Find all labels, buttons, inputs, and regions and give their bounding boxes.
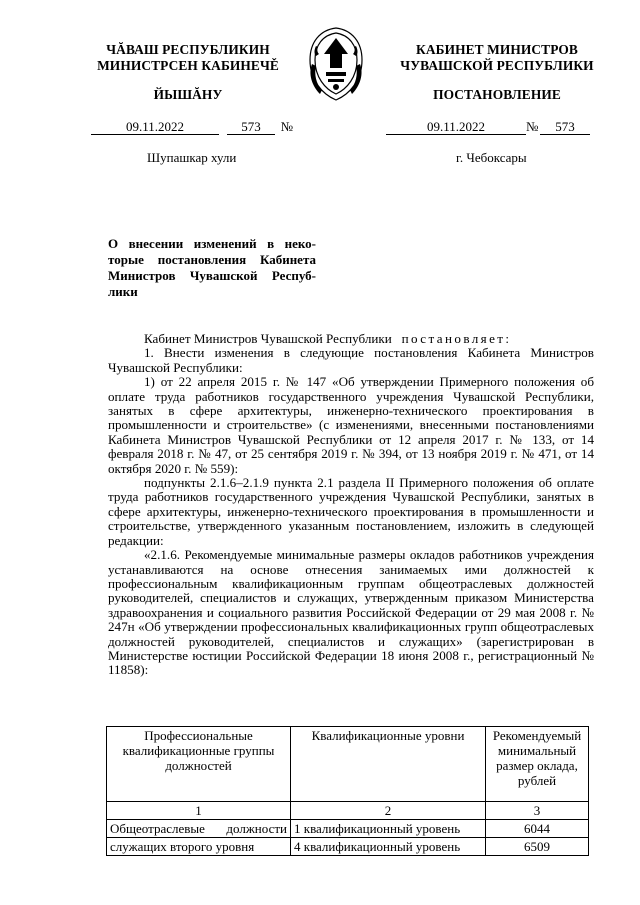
body-paragraph-1: 1. Внести изменения в следующие постановления Кабинета Министров Чувашской Республики: [108, 345, 594, 375]
table-level-cell: 4 квалификационный уровень [291, 838, 486, 856]
right-date: 09.11.2022 [386, 119, 526, 135]
table-header-cell: Профессиональные квалификационные группы должностей [107, 727, 291, 802]
left-city: Шупашкар хули [147, 150, 237, 165]
left-number-sign: № [280, 119, 293, 134]
table-header-row [107, 727, 589, 802]
table-header-cell: Рекомендуемый минимальный размер оклада, рублей [486, 727, 589, 802]
right-city: г. Чебоксары [456, 150, 527, 165]
preamble-text: Кабинет Министров Чувашской Республики [144, 331, 392, 346]
table-group-cell-line1: Общеотраслевые должности [107, 820, 291, 838]
table-level-cell: 1 квалификационный уровень [291, 820, 486, 838]
subject-line4: лики [108, 284, 138, 299]
subject-line3: Министров Чувашской Респуб- [108, 268, 316, 283]
table-salary-cell: 6044 [486, 820, 589, 838]
left-date: 09.11.2022 [91, 119, 219, 135]
preamble-decree-word: постановляет: [401, 331, 512, 346]
right-org-line1: КАБИНЕТ МИНИСТРОВ [416, 42, 578, 57]
left-number: 573 [227, 119, 275, 135]
salary-table [106, 726, 589, 856]
coat-of-arms-emblem [302, 24, 370, 104]
body-paragraph-2: 1) от 22 апреля 2015 г. № 147 «Об утверждении Примерного положения об оплате труда работников государственного учреждения Чувашской Республики, занятых в сфере архитектуры, инженерно-технического проектирования в промышленности и строительстве» (с изменениями, внесенными постановлениями Кабинета Министров Чувашской Республики от 12 апреля 2017 г. № 133, от 14 февраля 2018 г. № 47, от 25 сентября 2019 г. № 394, от 13 ноября 2019 г. № 471, от 14 октября 2020 г. № 559): [108, 374, 594, 476]
left-org-line2: МИНИСТРСЕН КАБИНЕЧĚ [97, 58, 279, 73]
left-doc-type: ЙЫШĂНУ [153, 87, 223, 102]
right-org-line2: ЧУВАШСКОЙ РЕСПУБЛИКИ [400, 58, 594, 73]
header-left [78, 42, 298, 74]
table-row [107, 838, 589, 856]
header-right [392, 42, 602, 74]
body-paragraph-3: подпункты 2.1.6–2.1.9 пункта 2.1 раздела II Примерного положения об оплате труда работников государственного учреждения Чувашской Республики, занятых в сфере архитектуры, инженерно-технического проектирования в промышленности и строительстве, утвержденного указанным постановлением, изложить в следующей редакции: [108, 475, 594, 548]
right-date-number [386, 119, 590, 135]
body-paragraph-4: «2.1.6. Рекомендуемые минимальные размеры окладов работников учреждения устанавливаются на основе отнесения занимаемых ими должностей к профессиональным квалификационным группам общеотраслевых должностей руководителей, специалистов и служащих, утвержденным приказом Министерства здравоохранения и социального развития Российской Федерации от 29 мая 2008 г. № 247н «Об утверждении профессиональных квалификационных групп общеотраслевых должностей руководителей, специалистов и служащих» (зарегистрирован в Министерстве юстиции Российской Федерации 18 июня 2008 г., регистрационный № 11858): [108, 547, 594, 678]
table-number-cell: 2 [291, 802, 486, 820]
right-number: 573 [540, 119, 590, 135]
table-number-cell: 3 [486, 802, 589, 820]
left-org-line1: ЧĂВАШ РЕСПУБЛИКИН [106, 42, 270, 57]
subject-line1: О внесении изменений в неко- [108, 236, 316, 251]
body-preamble [108, 332, 594, 346]
right-doc-type: ПОСТАНОВЛЕНИЕ [433, 87, 561, 102]
table-header-cell: Квалификационные уровни [291, 727, 486, 802]
document-subject [108, 236, 316, 300]
right-number-sign: № [526, 119, 539, 134]
table-group-cell-line2: служащих второго уровня [107, 838, 291, 856]
left-date-number [91, 119, 293, 135]
document-body [108, 332, 594, 678]
table-number-cell: 1 [107, 802, 291, 820]
table-number-row [107, 802, 589, 820]
table-row [107, 820, 589, 838]
subject-line2: торые постановления Кабинета [108, 252, 316, 267]
table-salary-cell: 6509 [486, 838, 589, 856]
